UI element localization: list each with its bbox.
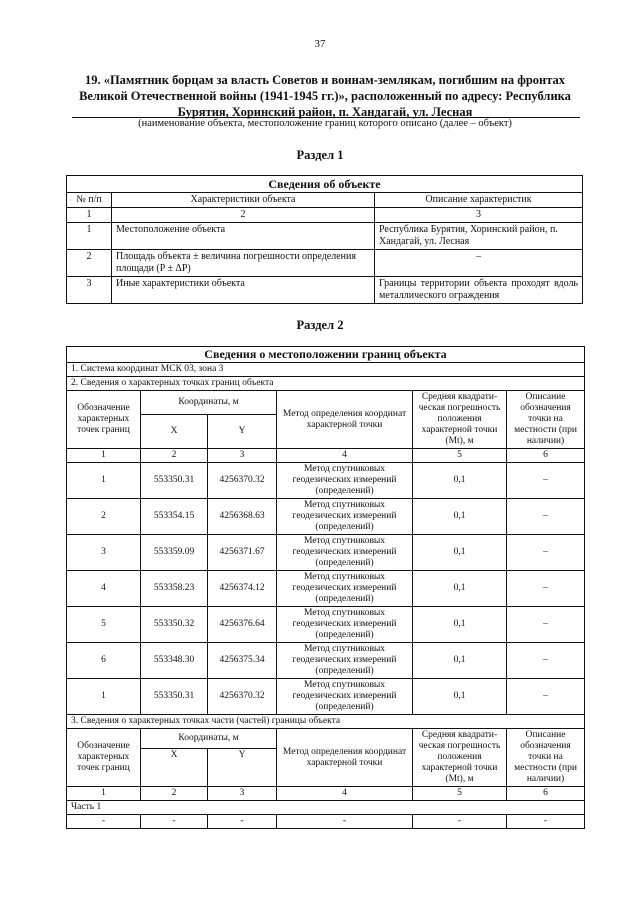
col-header-description: Описание характеристик bbox=[375, 193, 583, 208]
point-error: 0,1 bbox=[413, 679, 507, 715]
table-row bbox=[67, 463, 585, 499]
point-y: 4256371.67 bbox=[208, 535, 277, 571]
title-caption: (наименование объекта, местоположение границ которого описано (далее – объект) bbox=[138, 118, 512, 129]
section-2-heading: Раздел 2 bbox=[296, 318, 344, 332]
table-row bbox=[67, 535, 585, 571]
characteristic-name: Местоположение объекта bbox=[112, 223, 375, 250]
document-title: 19. «Памятник борцам за власть Советов и воинам-землякам, погибшим на фронтах Великой Отечественной войны (1941-1945 гг.)», расположенный по адресу: Республика Бурятия, Хоринский район, п. Хандагай, ул. Лесная bbox=[79, 73, 571, 119]
point-y: 4256376.64 bbox=[208, 607, 277, 643]
point-x: 553348.30 bbox=[141, 643, 208, 679]
table-row bbox=[67, 499, 585, 535]
point-x: 553354.15 bbox=[141, 499, 208, 535]
point-description: – bbox=[507, 679, 585, 715]
point-id: 2 bbox=[67, 499, 141, 535]
empty-cell: - bbox=[277, 815, 413, 829]
table-row bbox=[67, 607, 585, 643]
point-id: 4 bbox=[67, 571, 141, 607]
point-id: 1 bbox=[67, 463, 141, 499]
col-header-designation: Обозначение характерных точек границ bbox=[67, 391, 141, 449]
point-method: Метод спутниковых геодезических измерений (определений) bbox=[277, 643, 413, 679]
point-x: 553358.23 bbox=[141, 571, 208, 607]
point-method: Метод спутниковых геодезических измерений (определений) bbox=[277, 607, 413, 643]
table-row bbox=[67, 679, 585, 715]
col-number: 6 bbox=[507, 787, 585, 801]
part-label: Часть 1 bbox=[67, 801, 585, 815]
empty-cell: - bbox=[413, 815, 507, 829]
section-1-heading: Раздел 1 bbox=[296, 148, 344, 162]
col-number: 4 bbox=[277, 787, 413, 801]
points-caption: 2. Сведения о характерных точках границ объекта bbox=[67, 377, 585, 391]
col-header-x: X bbox=[141, 415, 208, 449]
characteristic-value: – bbox=[375, 250, 583, 277]
point-id: 1 bbox=[67, 679, 141, 715]
col-header-error: Средняя квадрати-ческая погрешность положения характерной точки (Mt), м bbox=[413, 729, 507, 787]
point-method: Метод спутниковых геодезических измерений (определений) bbox=[277, 499, 413, 535]
point-error: 0,1 bbox=[413, 463, 507, 499]
empty-cell: - bbox=[507, 815, 585, 829]
col-header-description: Описание обозначения точки на местности (при наличии) bbox=[507, 391, 585, 449]
point-description: – bbox=[507, 571, 585, 607]
col-number: 2 bbox=[112, 208, 375, 223]
point-description: – bbox=[507, 607, 585, 643]
table-row bbox=[67, 277, 583, 304]
point-y: 4256374.12 bbox=[208, 571, 277, 607]
col-header-method: Метод определения координат характерной точки bbox=[277, 729, 413, 787]
empty-cell: - bbox=[141, 815, 208, 829]
col-header-method: Метод определения координат характерной точки bbox=[277, 391, 413, 449]
col-number: 3 bbox=[208, 787, 277, 801]
col-number: 1 bbox=[67, 449, 141, 463]
point-error: 0,1 bbox=[413, 499, 507, 535]
table-row bbox=[67, 223, 583, 250]
col-header-coords: Координаты, м bbox=[141, 729, 277, 749]
col-number: 6 bbox=[507, 449, 585, 463]
characteristic-value bbox=[375, 277, 583, 304]
table-row bbox=[67, 571, 585, 607]
point-method: Метод спутниковых геодезических измерений (определений) bbox=[277, 535, 413, 571]
table-row bbox=[67, 643, 585, 679]
empty-cell: - bbox=[67, 815, 141, 829]
col-number: 2 bbox=[141, 787, 208, 801]
characteristic-value-line: металлического ограждения bbox=[379, 290, 500, 301]
col-header-number: № п/п bbox=[67, 193, 112, 208]
col-number: 5 bbox=[413, 449, 507, 463]
boundary-table-title: Сведения о местоположении границ объекта bbox=[67, 347, 585, 363]
col-header-coords: Координаты, м bbox=[141, 391, 277, 415]
table-row bbox=[67, 815, 585, 829]
row-number: 1 bbox=[67, 223, 112, 250]
point-y: 4256368.63 bbox=[208, 499, 277, 535]
col-number: 4 bbox=[277, 449, 413, 463]
page-number: 37 bbox=[314, 38, 326, 50]
point-x: 553350.31 bbox=[141, 463, 208, 499]
point-description: – bbox=[507, 643, 585, 679]
point-y: 4256375.34 bbox=[208, 643, 277, 679]
characteristic-name: Иные характеристики объекта bbox=[112, 277, 375, 304]
col-header-description: Описание обозначения точки на местности (при наличии) bbox=[507, 729, 585, 787]
point-x: 553359.09 bbox=[141, 535, 208, 571]
point-error: 0,1 bbox=[413, 571, 507, 607]
point-x: 553350.31 bbox=[141, 679, 208, 715]
col-header-error: Средняя квадрати-ческая погрешность положения характерной точки (Mt), м bbox=[413, 391, 507, 449]
col-number: 3 bbox=[208, 449, 277, 463]
row-number: 3 bbox=[67, 277, 112, 304]
col-header-y: Y bbox=[208, 415, 277, 449]
point-method: Метод спутниковых геодезических измерений (определений) bbox=[277, 463, 413, 499]
point-y: 4256370.32 bbox=[208, 463, 277, 499]
point-error: 0,1 bbox=[413, 535, 507, 571]
point-error: 0,1 bbox=[413, 643, 507, 679]
point-description: – bbox=[507, 535, 585, 571]
point-y: 4256370.32 bbox=[208, 679, 277, 715]
col-header-designation: Обозначение характерных точек границ bbox=[67, 729, 141, 787]
object-info-title: Сведения об объекте bbox=[67, 176, 583, 193]
point-description: – bbox=[507, 499, 585, 535]
col-number: 5 bbox=[413, 787, 507, 801]
table-row bbox=[67, 250, 583, 277]
parts-caption: 3. Сведения о характерных точках части (частей) границы объекта bbox=[67, 715, 585, 729]
point-method: Метод спутниковых геодезических измерений (определений) bbox=[277, 571, 413, 607]
point-description: – bbox=[507, 463, 585, 499]
col-number: 1 bbox=[67, 208, 112, 223]
object-info-table bbox=[66, 175, 583, 304]
point-id: 5 bbox=[67, 607, 141, 643]
point-id: 3 bbox=[67, 535, 141, 571]
point-x: 553350.32 bbox=[141, 607, 208, 643]
col-header-characteristic: Характеристики объекта bbox=[112, 193, 375, 208]
boundary-table bbox=[66, 346, 585, 829]
col-header-x: X bbox=[141, 749, 208, 787]
point-error: 0,1 bbox=[413, 607, 507, 643]
col-number: 2 bbox=[141, 449, 208, 463]
row-number: 2 bbox=[67, 250, 112, 277]
col-number: 3 bbox=[375, 208, 583, 223]
characteristic-value: Республика Бурятия, Хоринский район, п. Хандагай, ул. Лесная bbox=[375, 223, 583, 250]
characteristic-value-line: Границы территории объекта проходят вдоль bbox=[379, 278, 578, 289]
col-header-y: Y bbox=[208, 749, 277, 787]
col-number: 1 bbox=[67, 787, 141, 801]
empty-cell: - bbox=[208, 815, 277, 829]
point-method: Метод спутниковых геодезических измерений (определений) bbox=[277, 679, 413, 715]
point-id: 6 bbox=[67, 643, 141, 679]
characteristic-name: Площадь объекта ± величина погрешности определения площади (P ± ΔP) bbox=[112, 250, 375, 277]
coordinate-system: 1. Система координат МСК 03, зона 3 bbox=[67, 363, 585, 377]
